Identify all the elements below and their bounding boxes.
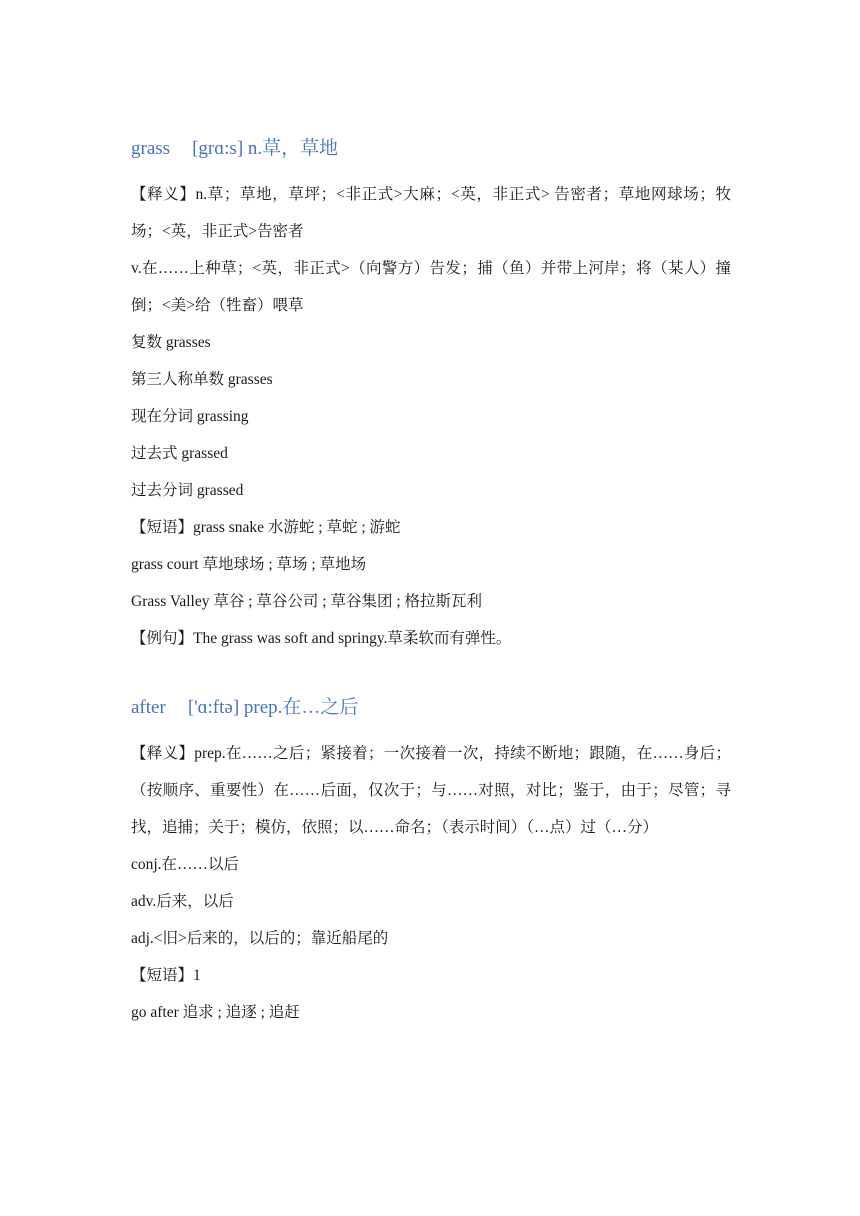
definition-preposition: 【释义】prep.在……之后；紧接着；一次接着一次，持续不断地；跟随，在……身后；（按顺序、重要性）在……后面，仅次于；与……对照，对比；鉴于，由于；尽管；寻找，追捕；关于；模仿，依照；以……命名；（表示时间）（…点）过（…分） [131, 745, 731, 836]
headword [131, 695, 731, 721]
present-participle: 现在分词 grassing [131, 408, 249, 425]
word: after [131, 697, 166, 718]
phonetic: ['ɑ:ftə] [187, 697, 240, 718]
phrase-line: 【短语】grass snake 水游蛇 ; 草蛇 ; 游蛇 [131, 519, 401, 536]
past-tense: 过去式 grassed [131, 445, 228, 462]
document-page [131, 136, 731, 1031]
entry-grass [131, 136, 731, 657]
definition-adverb: adv.后来，以后 [131, 893, 234, 910]
gloss: n.草，草地 [247, 138, 339, 159]
third-person-form: 第三人称单数 grasses [131, 371, 273, 388]
phrase-line: Grass Valley 草谷 ; 草谷公司 ; 草谷集团 ; 格拉斯瓦利 [131, 593, 483, 610]
headword [131, 136, 731, 162]
word: grass [131, 138, 171, 159]
example-sentence: 【例句】The grass was soft and springy.草柔软而有弹性。 [131, 630, 512, 647]
entry-after [131, 695, 731, 1031]
phrase-heading: 【短语】1 [131, 967, 201, 984]
definition-conjunction: conj.在……以后 [131, 856, 240, 873]
definition-noun: 【释义】n.草；草地，草坪；<非正式>大麻；<英，非正式> 告密者；草地网球场；牧场；<英，非正式>告密者 [131, 186, 731, 240]
phonetic: [grɑ:s] [192, 138, 244, 159]
phrase-line: go after 追求 ; 追逐 ; 追赶 [131, 1004, 300, 1021]
plural-form: 复数 grasses [131, 334, 211, 351]
past-participle: 过去分词 grassed [131, 482, 244, 499]
phrase-line: grass court 草地球场 ; 草场 ; 草地场 [131, 556, 367, 573]
definition-adjective: adj.<旧>后来的，以后的；靠近船尾的 [131, 930, 389, 947]
definition-verb: v.在……上种草；<英，非正式>（向警方）告发；捕（鱼）并带上河岸；将（某人）撞倒；<美>给（牲畜）喂草 [131, 260, 731, 314]
gloss: prep.在…之后 [243, 697, 359, 718]
